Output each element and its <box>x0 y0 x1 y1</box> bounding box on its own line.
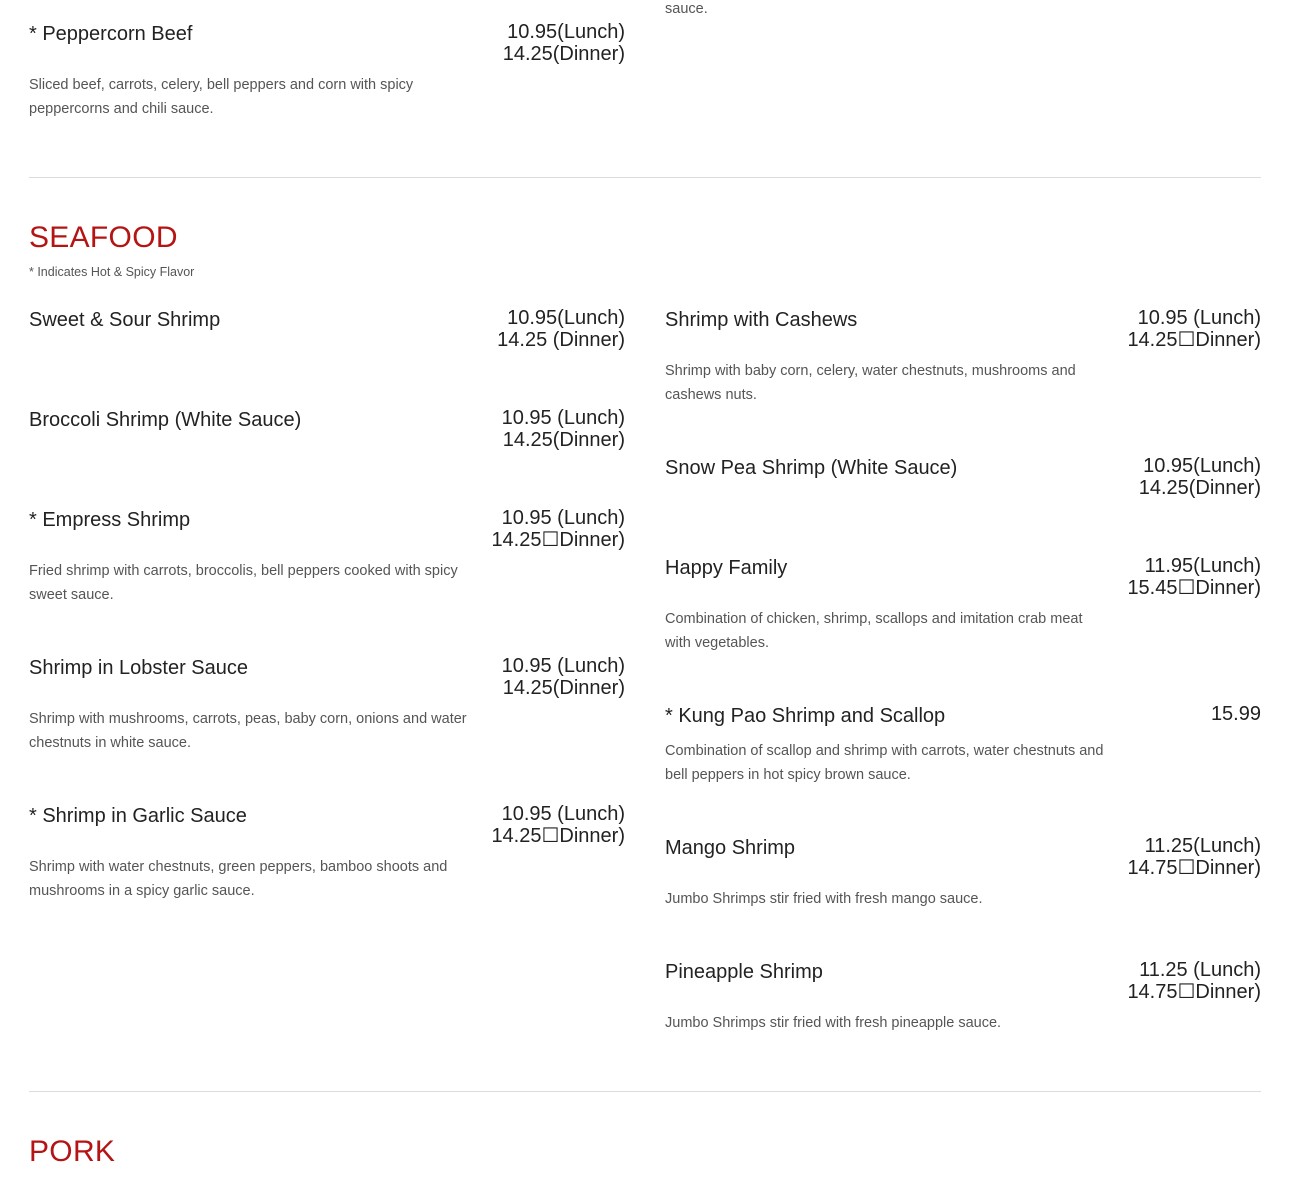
item-description: Fried shrimp with carrots, broccolis, bell peppers cooked with spicy sweet sauce. <box>29 563 458 603</box>
price-dinner: 14.25☐Dinner) <box>491 825 625 847</box>
item-price <box>497 307 625 351</box>
price-dinner: 14.25☐Dinner) <box>491 529 625 551</box>
item-description: Jumbo Shrimps stir fried with fresh mango sauce. <box>665 891 983 907</box>
price-lunch: 10.95 (Lunch) <box>501 655 625 677</box>
item-name: Snow Pea Shrimp (White Sauce) <box>665 457 958 479</box>
item-name: Sweet & Sour Shrimp <box>29 309 221 331</box>
price-lunch: 10.95 (Lunch) <box>501 803 625 825</box>
item-price <box>1127 555 1261 599</box>
price-dinner: 14.75☐Dinner) <box>1127 857 1261 879</box>
section-divider <box>29 177 1261 178</box>
price-lunch: 11.95(Lunch) <box>1144 555 1261 577</box>
item-name-peppercorn-beef: * Peppercorn Beef <box>29 23 193 45</box>
item-name: * Empress Shrimp <box>29 509 191 531</box>
price-dinner: 14.25(Dinner) <box>502 677 625 699</box>
price-dinner: 14.25(Dinner) <box>1138 477 1261 499</box>
price-lunch: 11.25 (Lunch) <box>1139 959 1261 981</box>
item-name: * Shrimp in Garlic Sauce <box>29 805 247 827</box>
price-lunch: 10.95 (Lunch) <box>1137 307 1261 329</box>
item-name: Mango Shrimp <box>665 837 796 859</box>
item-description: Combination of chicken, shrimp, scallops and imitation crab meat with vegetables. <box>665 611 1083 651</box>
item-price <box>502 655 625 699</box>
item-description: Shrimp with water chestnuts, green peppers, bamboo shoots and mushrooms in a spicy garlic sauce. <box>29 859 448 899</box>
item-price <box>1211 703 1261 725</box>
spicy-indicator-note: * Indicates Hot & Spicy Flavor <box>29 265 195 279</box>
item-price-peppercorn-beef <box>503 21 625 65</box>
item-description-fragment: sauce. <box>665 1 708 17</box>
price-dinner: 14.25(Dinner) <box>502 43 625 65</box>
item-name: Happy Family <box>665 557 788 579</box>
price-lunch: 11.25(Lunch) <box>1144 835 1261 857</box>
item-price <box>1139 455 1261 499</box>
price-lunch: 10.95(Lunch) <box>507 21 625 43</box>
item-description-peppercorn-beef: Sliced beef, carrots, celery, bell peppers and corn with spicy peppercorns and chili sauce. <box>29 77 414 117</box>
section-title-seafood: SEAFOOD <box>29 221 178 254</box>
item-name: Shrimp in Lobster Sauce <box>29 657 249 679</box>
item-price <box>502 407 625 451</box>
price-lunch: 10.95(Lunch) <box>507 307 625 329</box>
item-description: Shrimp with baby corn, celery, water chestnuts, mushrooms and cashews nuts. <box>665 363 1076 403</box>
price-dinner: 14.25☐Dinner) <box>1127 329 1261 351</box>
item-name: Shrimp with Cashews <box>665 309 858 331</box>
price-dinner: 14.25 (Dinner) <box>497 329 625 351</box>
section-divider <box>29 1091 1261 1092</box>
item-description: Combination of scallop and shrimp with carrots, water chestnuts and bell peppers in hot spicy brown sauce. <box>665 743 1104 783</box>
item-price <box>491 507 625 551</box>
item-name: Broccoli Shrimp (White Sauce) <box>29 409 302 431</box>
price-lunch: 10.95 (Lunch) <box>501 407 625 429</box>
price-single: 15.99 <box>1210 703 1261 725</box>
price-lunch: 10.95 (Lunch) <box>501 507 625 529</box>
item-name: Pineapple Shrimp <box>665 961 823 983</box>
item-price <box>1127 959 1261 1003</box>
price-lunch: 10.95(Lunch) <box>1143 455 1261 477</box>
item-description: Jumbo Shrimps stir fried with fresh pineapple sauce. <box>665 1015 1002 1031</box>
price-dinner: 15.45☐Dinner) <box>1127 577 1261 599</box>
item-description: Shrimp with mushrooms, carrots, peas, baby corn, onions and water chestnuts in white sauce. <box>29 711 467 751</box>
price-dinner: 14.25(Dinner) <box>502 429 625 451</box>
item-price <box>1127 307 1261 351</box>
item-name: * Kung Pao Shrimp and Scallop <box>665 705 946 727</box>
section-title-pork: PORK <box>29 1135 116 1168</box>
item-price <box>491 803 625 847</box>
price-dinner: 14.75☐Dinner) <box>1127 981 1261 1003</box>
item-price <box>1127 835 1261 879</box>
menu-page <box>29 0 1261 1180</box>
